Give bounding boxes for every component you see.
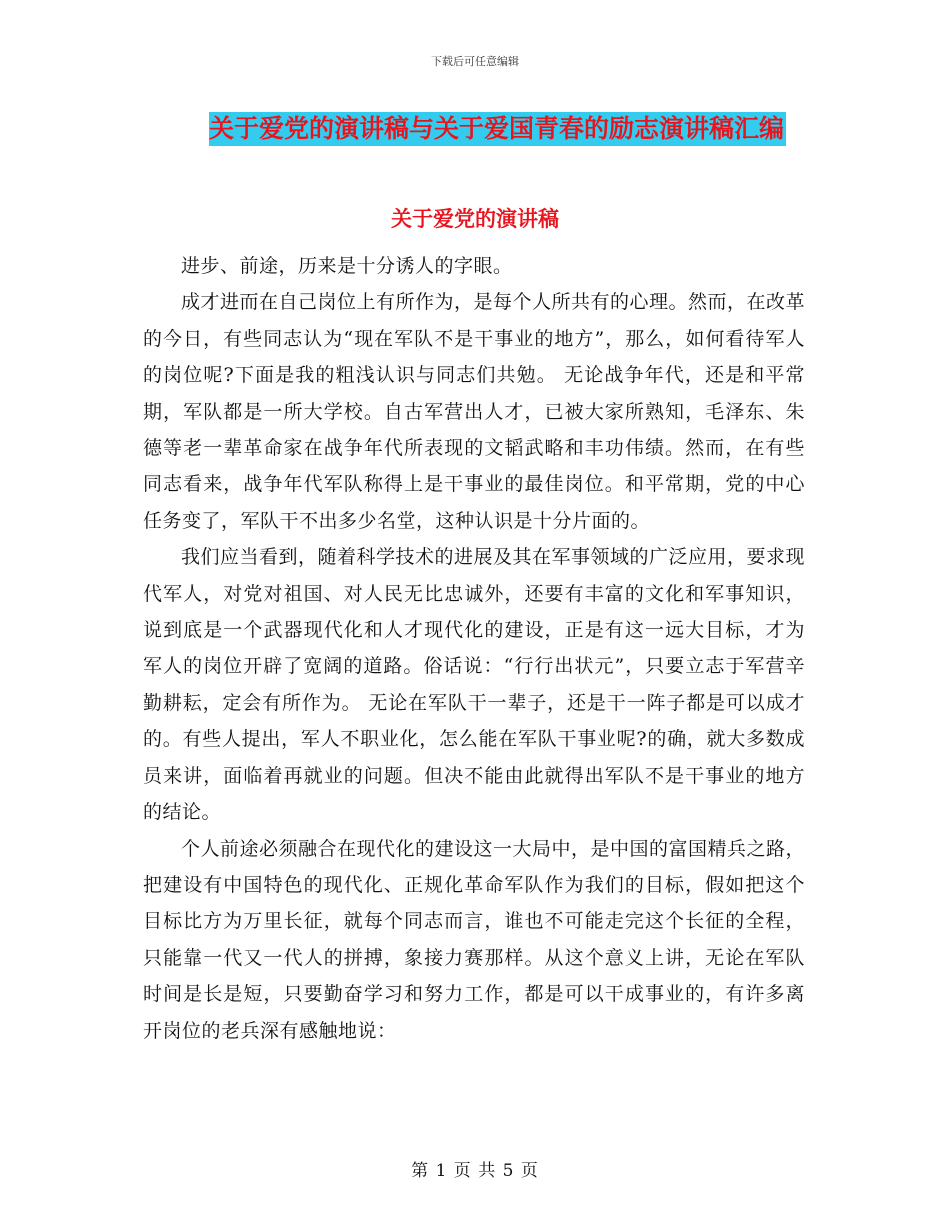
paragraph-1: 进步、前途，历来是十分诱人的字眼。 xyxy=(181,255,513,277)
section-title: 关于爱党的演讲稿 xyxy=(391,207,559,231)
document-title-container xyxy=(0,112,950,146)
document-body xyxy=(143,248,805,1049)
paragraph-3: 我们应当看到，随着科学技术的进展及其在军事领域的广泛应用，要求现代军人，对党对祖国、对人民无比忠诚外，还要有丰富的文化和军事知识，说到底是一个武器现代化和人才现代化的建设，正是有这一远大目标，才为军人的岗位开辟了宽阔的道路。俗话说：“行行出状元”，只要立志于军营辛勤耕耘，定会有所作为。 无论在军队干一辈子，还是干一阵子都是可以成才的。有些人提出，军人不职业化，怎么能在军队干事业呢?的确，就大多数成员来讲，面临着再就业的问题。但决不能由此就得出军队不是干事业的地方的结论。 xyxy=(143,546,806,824)
paragraph-2: 成才进而在自己岗位上有所作为，是每个人所共有的心理。然而，在改革的今日，有些同志认为“现在军队不是干事业的地方”，那么，如何看待军人的岗位呢?下面是我的粗浅认识与同志们共勉。 无论战争年代，还是和平常期，军队都是一所大学校。自古军营出人才，已被大家所熟知，毛泽东、朱德等老一辈革命家在战争年代所表现的文韬武略和丰功伟绩。然而，在有些同志看来，战争年代军队称得上是干事业的最佳岗位。和平常期，党的中心任务变了，军队干不出多少名堂，这种认识是十分片面的。 xyxy=(143,291,806,532)
page-footer: 第 1 页 共 5 页 xyxy=(411,1161,539,1181)
header-note: 下载后可任意编辑 xyxy=(431,55,519,68)
paragraph-4: 个人前途必须融合在现代化的建设这一大局中，是中国的富国精兵之路，把建设有中国特色的现代化、正规化革命军队作为我们的目标，假如把这个目标比方为万里长征，就每个同志而言，谁也不可能走完这个长征的全程，只能靠一代又一代人的拼搏，象接力赛那样。从这个意义上讲，无论在军队时间是长是短，只要勤奋学习和努力工作，都是可以干成事业的，有许多离开岗位的老兵深有感触地说： xyxy=(143,837,806,1042)
document-title: 关于爱党的演讲稿与关于爱国青春的励志演讲稿汇编 xyxy=(209,112,786,146)
